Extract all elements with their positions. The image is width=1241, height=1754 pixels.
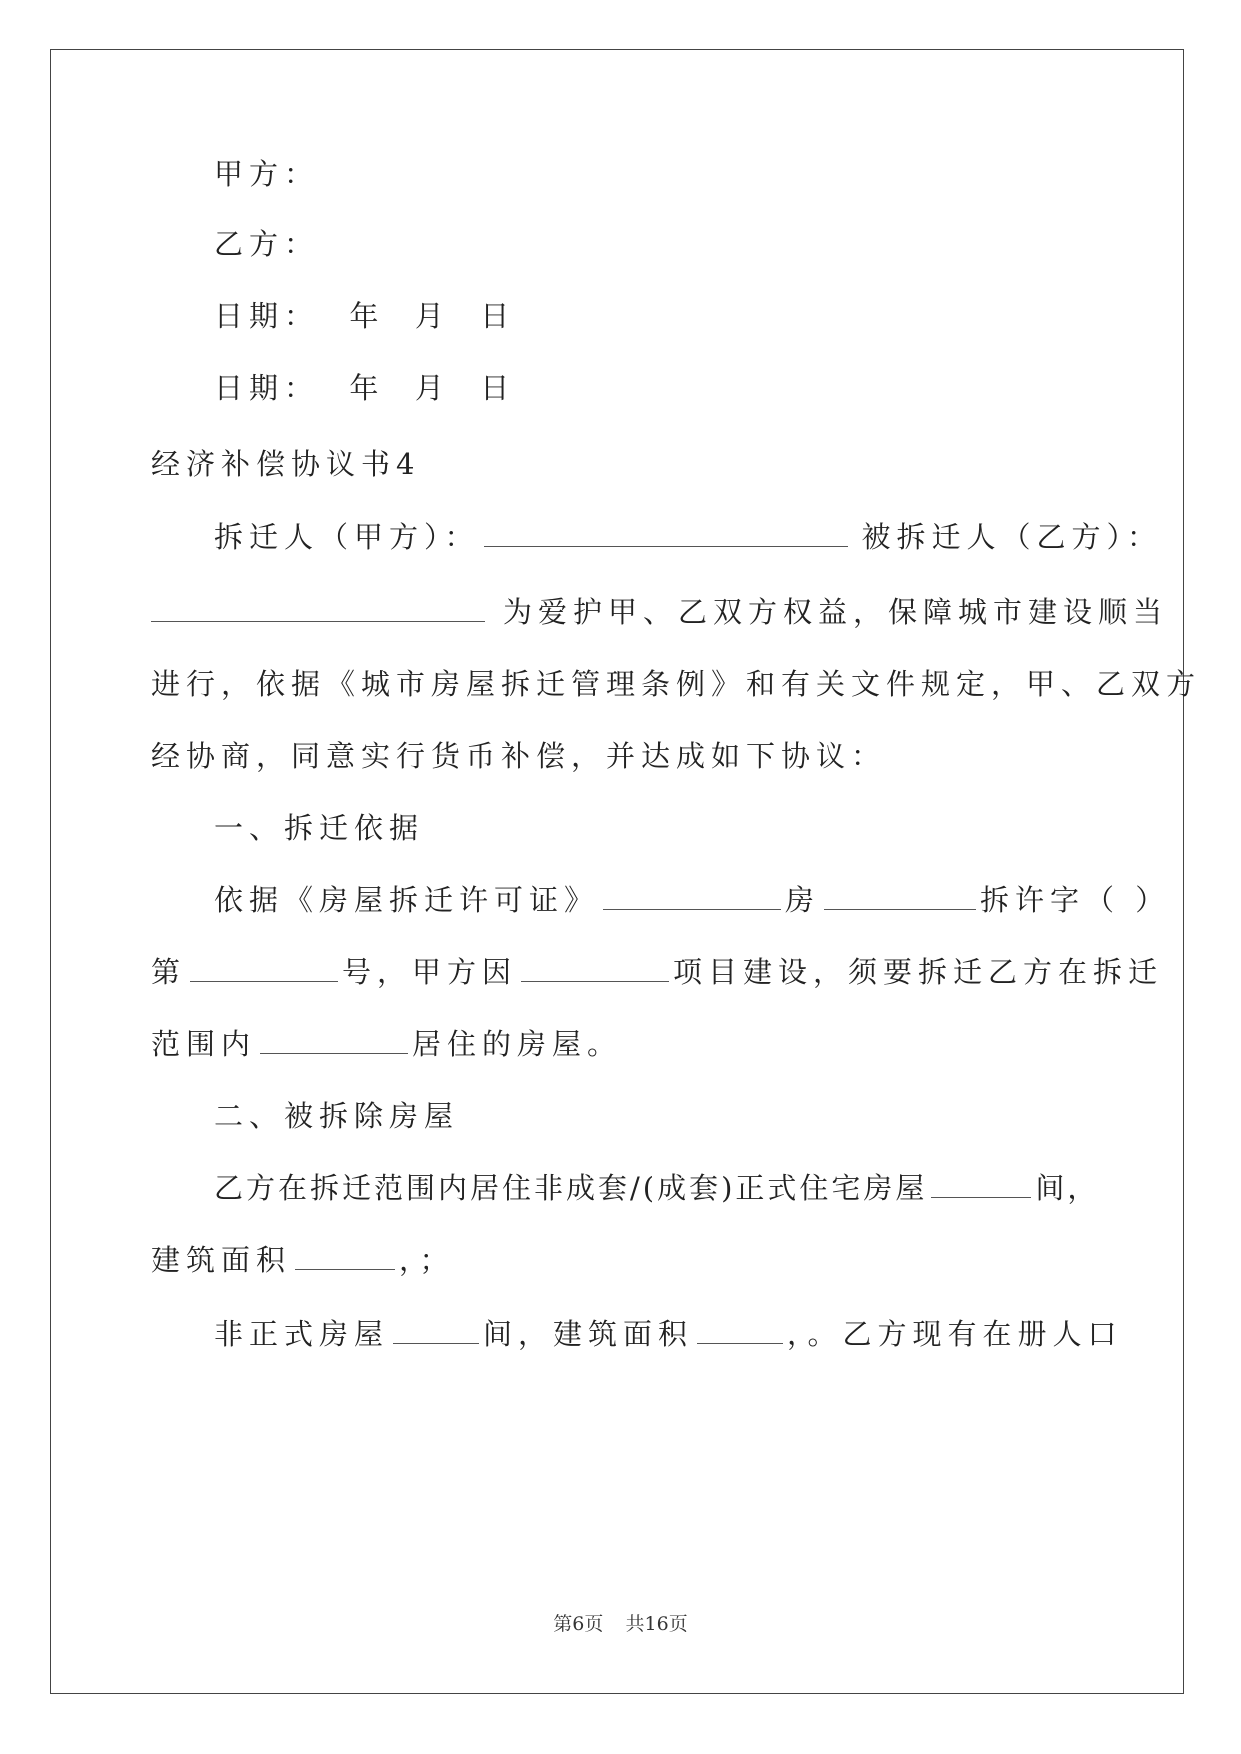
permit-blank-1 xyxy=(603,885,781,910)
section-2-heading: 二、被拆除房屋 xyxy=(214,1099,460,1133)
intro-line-3: 进行，依据《城市房屋拆迁管理条例》和有关文件规定，甲、乙双方 xyxy=(151,667,1202,701)
informal-area-blank xyxy=(697,1319,783,1344)
informal-rooms-blank xyxy=(393,1319,479,1344)
rooms-blank xyxy=(931,1173,1031,1198)
page-footer xyxy=(0,1609,1241,1636)
section-2-line-1 xyxy=(214,1170,1099,1206)
project-blank xyxy=(521,957,669,982)
party-b-label: 乙方： xyxy=(214,227,320,261)
permit-number-blank xyxy=(190,957,338,982)
permit-hao: 号，甲方因 xyxy=(342,955,518,989)
area-suffix: ，； xyxy=(399,1243,455,1277)
page-border xyxy=(50,49,1184,1694)
section-1-line-1 xyxy=(214,882,1170,918)
permit-chaixu: 拆许字（ ） xyxy=(980,883,1171,917)
permit-fang: 房 xyxy=(785,883,821,917)
area-label: 建筑面积 xyxy=(151,1243,292,1277)
demolisher-label: 拆迁人（甲方）： xyxy=(214,520,480,554)
permit-blank-2 xyxy=(824,885,976,910)
residence-text: 居住的房屋。 xyxy=(412,1027,623,1061)
intro-line-2 xyxy=(151,594,1168,630)
page-total: 共16页 xyxy=(625,1613,688,1635)
section-1-heading: 一、拆迁依据 xyxy=(214,811,425,845)
project-text: 项目建设，须要拆迁乙方在拆迁 xyxy=(673,955,1164,989)
informal-area-label: 间，建筑面积 xyxy=(483,1317,694,1351)
intro-line-1 xyxy=(214,519,1162,555)
housing-text: 乙方在拆迁范围内居住非成套/(成套)正式住宅房屋 xyxy=(214,1171,928,1205)
demolished-blank xyxy=(151,597,485,622)
range-blank xyxy=(260,1029,408,1054)
rooms-jian: 间， xyxy=(1035,1171,1100,1205)
intro-purpose: 为爱护甲、乙双方权益，保障城市建设顺当 xyxy=(503,595,1169,629)
permit-di: 第 xyxy=(151,955,187,989)
section-1-line-3 xyxy=(151,1026,622,1062)
page-number: 第6页 xyxy=(553,1613,604,1635)
intro-line-4: 经协商，同意实行货币补偿，并达成如下协议： xyxy=(151,739,887,773)
informal-label: 非正式房屋 xyxy=(214,1317,390,1351)
demolisher-blank xyxy=(484,522,848,547)
demolished-label: 被拆迁人（乙方）： xyxy=(861,520,1163,554)
population-text: ，。乙方现有在册人口 xyxy=(787,1317,1123,1351)
range-text: 范围内 xyxy=(151,1027,257,1061)
document-title: 经济补偿协议书4 xyxy=(151,447,421,481)
date-line-2: 日期： 年 月 日 xyxy=(214,371,516,405)
party-a-label: 甲方： xyxy=(214,157,320,191)
section-2-line-2 xyxy=(151,1242,455,1278)
section-2-line-3 xyxy=(214,1316,1123,1352)
permit-text: 依据《房屋拆迁许可证》 xyxy=(214,883,600,917)
section-1-line-2 xyxy=(151,954,1163,990)
date-line-1: 日期： 年 月 日 xyxy=(214,299,516,333)
area-blank xyxy=(295,1245,395,1270)
